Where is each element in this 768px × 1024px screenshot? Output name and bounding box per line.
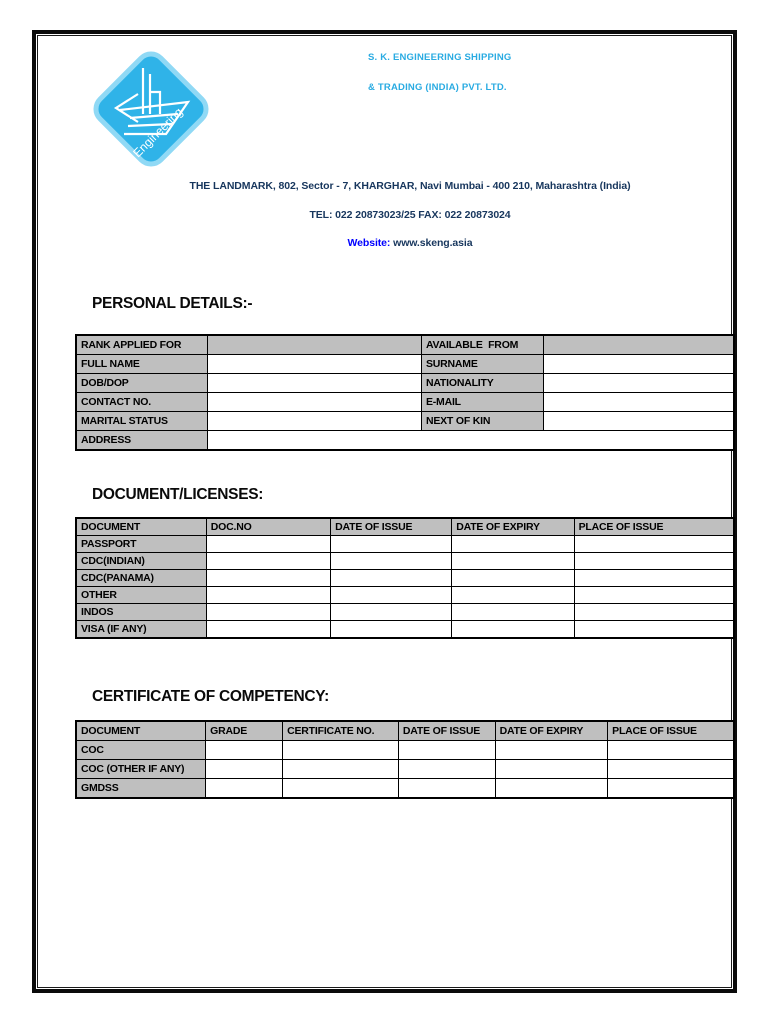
row-label-other: OTHER — [76, 587, 206, 604]
blank-cell — [452, 570, 574, 587]
blank-cell — [283, 779, 399, 799]
table-header-row — [76, 518, 734, 536]
field-value-surname — [543, 355, 734, 374]
column-header-date-of-expiry: DATE OF EXPIRY — [495, 721, 608, 741]
blank-cell — [206, 760, 283, 779]
personal-details-heading: PERSONAL DETAILS:- — [92, 295, 253, 312]
blank-cell — [331, 604, 452, 621]
table-row — [76, 355, 734, 374]
column-header-certificate-no: CERTIFICATE NO. — [283, 721, 399, 741]
field-value-available-from — [543, 335, 734, 355]
table-row — [76, 536, 734, 553]
page-border-inner-line — [37, 35, 732, 988]
blank-cell — [283, 760, 399, 779]
table-row — [76, 553, 734, 570]
blank-cell — [452, 621, 574, 639]
row-label-indos: INDOS — [76, 604, 206, 621]
column-header-document: DOCUMENT — [76, 721, 206, 741]
documents-table — [75, 517, 735, 639]
field-label-email: E-MAIL — [421, 393, 543, 412]
row-label-visa-if-any: VISA (IF ANY) — [76, 621, 206, 639]
row-label-coc-other: COC (OTHER IF ANY) — [76, 760, 206, 779]
column-header-date-of-issue: DATE OF ISSUE — [331, 518, 452, 536]
blank-cell — [398, 741, 495, 760]
blank-cell — [495, 741, 608, 760]
field-label-marital-status: MARITAL STATUS — [76, 412, 208, 431]
blank-cell — [331, 570, 452, 587]
field-label-available-from: AVAILABLE FROM — [421, 335, 543, 355]
blank-cell — [206, 570, 330, 587]
blank-cell — [398, 760, 495, 779]
column-header-doc-no: DOC.NO — [206, 518, 330, 536]
field-label-contact-no: CONTACT NO. — [76, 393, 208, 412]
website-url: www.skeng.asia — [393, 237, 473, 249]
field-value-email — [543, 393, 734, 412]
personal-details-table — [75, 334, 735, 451]
blank-cell — [495, 779, 608, 799]
blank-cell — [495, 760, 608, 779]
field-value-next-of-kin — [543, 412, 734, 431]
documents-heading: DOCUMENT/LICENSES: — [92, 486, 264, 503]
column-header-date-of-issue: DATE OF ISSUE — [398, 721, 495, 741]
column-header-date-of-expiry: DATE OF EXPIRY — [452, 518, 574, 536]
blank-cell — [574, 621, 734, 639]
field-label-next-of-kin: NEXT OF KIN — [421, 412, 543, 431]
blank-cell — [206, 553, 330, 570]
blank-cell — [608, 741, 734, 760]
blank-cell — [608, 779, 734, 799]
table-row — [76, 412, 734, 431]
company-website — [85, 237, 735, 249]
blank-cell — [398, 779, 495, 799]
table-row — [76, 779, 734, 799]
table-row — [76, 741, 734, 760]
logo-caption: Engineering — [130, 104, 186, 161]
website-label: Website: — [347, 237, 391, 249]
field-label-address: ADDRESS — [76, 431, 208, 451]
blank-cell — [331, 553, 452, 570]
field-value-rank-applied-for — [208, 335, 422, 355]
blank-cell — [574, 570, 734, 587]
field-label-surname: SURNAME — [421, 355, 543, 374]
blank-cell — [206, 604, 330, 621]
blank-cell — [206, 621, 330, 639]
table-header-row — [76, 721, 734, 741]
column-header-place-of-issue: PLACE OF ISSUE — [574, 518, 734, 536]
field-value-marital-status — [208, 412, 422, 431]
blank-cell — [574, 604, 734, 621]
blank-cell — [574, 536, 734, 553]
blank-cell — [574, 587, 734, 604]
blank-cell — [283, 741, 399, 760]
table-row — [76, 335, 734, 355]
blank-cell — [452, 604, 574, 621]
company-logo — [86, 44, 216, 174]
blank-cell — [452, 536, 574, 553]
column-header-place-of-issue: PLACE OF ISSUE — [608, 721, 734, 741]
field-value-nationality — [543, 374, 734, 393]
table-row — [76, 374, 734, 393]
company-name-line2: & TRADING (INDIA) PVT. LTD. — [368, 82, 507, 93]
column-header-grade: GRADE — [206, 721, 283, 741]
field-label-nationality: NATIONALITY — [421, 374, 543, 393]
competency-heading: CERTIFICATE OF COMPETENCY: — [92, 688, 330, 705]
competency-table — [75, 720, 735, 799]
table-row — [76, 604, 734, 621]
row-label-cdc-indian: CDC(INDIAN) — [76, 553, 206, 570]
field-value-dob-dop — [208, 374, 422, 393]
table-row — [76, 587, 734, 604]
company-tel-fax: TEL: 022 20873023/25 FAX: 022 20873024 — [309, 209, 511, 221]
blank-cell — [206, 587, 330, 604]
blank-cell — [574, 553, 734, 570]
blank-cell — [452, 553, 574, 570]
table-row — [76, 570, 734, 587]
blank-cell — [206, 741, 283, 760]
blank-cell — [331, 536, 452, 553]
page-border — [32, 30, 737, 993]
blank-cell — [452, 587, 574, 604]
table-row — [76, 431, 734, 451]
blank-cell — [206, 779, 283, 799]
company-name-line1: S. K. ENGINEERING SHIPPING — [368, 52, 512, 63]
table-row — [76, 393, 734, 412]
company-address: THE LANDMARK, 802, Sector - 7, KHARGHAR, Navi Mumbai - 400 210, Maharashtra (India) — [189, 180, 631, 192]
field-label-dob-dop: DOB/DOP — [76, 374, 208, 393]
field-value-address — [208, 431, 734, 451]
blank-cell — [608, 760, 734, 779]
row-label-cdc-panama: CDC(PANAMA) — [76, 570, 206, 587]
logo-diamond-icon — [86, 44, 216, 174]
blank-cell — [331, 587, 452, 604]
column-header-document: DOCUMENT — [76, 518, 206, 536]
table-row — [76, 621, 734, 639]
row-label-passport: PASSPORT — [76, 536, 206, 553]
row-label-coc: COC — [76, 741, 206, 760]
blank-cell — [206, 536, 330, 553]
field-value-full-name — [208, 355, 422, 374]
table-row — [76, 760, 734, 779]
field-value-contact-no — [208, 393, 422, 412]
row-label-gmdss: GMDSS — [76, 779, 206, 799]
field-label-rank-applied-for: RANK APPLIED FOR — [76, 335, 208, 355]
blank-cell — [331, 621, 452, 639]
field-label-full-name: FULL NAME — [76, 355, 208, 374]
